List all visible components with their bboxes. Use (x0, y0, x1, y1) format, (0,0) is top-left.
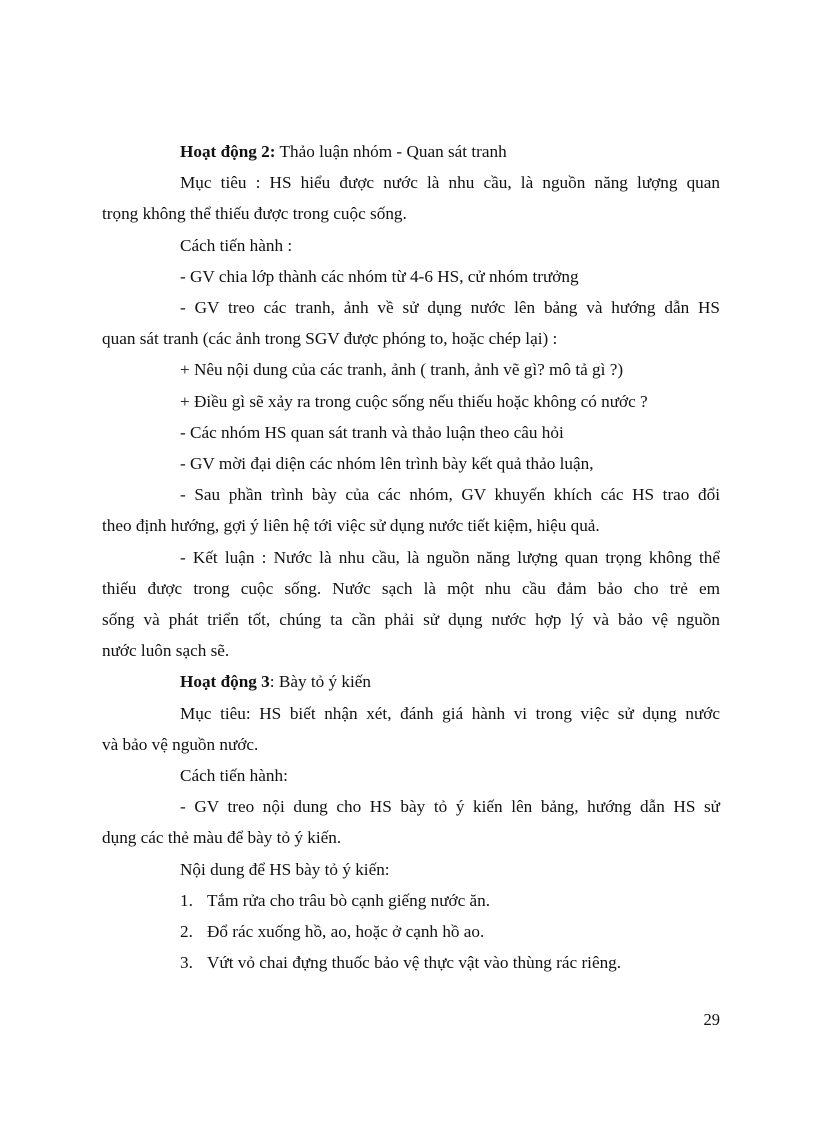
activity2-step4: - GV mời đại diện các nhóm lên trình bày kết quả thảo luận, (180, 454, 594, 474)
activity2-goal-line2: trọng không thể thiếu được trong cuộc sống. (102, 204, 407, 224)
activity2-step3: - Các nhóm HS quan sát tranh và thảo luận theo câu hỏi (180, 422, 564, 442)
list-item (102, 947, 720, 978)
activity3-title: : Bày tỏ ý kiến (269, 672, 371, 692)
activity2-step5-line1: - Sau phần trình bày của các nhóm, GV khuyến khích các HS trao đổi (180, 485, 720, 505)
page-content (102, 136, 720, 978)
activity2-conclusion-line4: nước luôn sạch sẽ. (102, 641, 230, 661)
activity2-goal-line1: Mục tiêu : HS hiểu được nước là nhu cầu, là nguồn năng lượng quan (180, 173, 720, 193)
list-item (102, 885, 720, 916)
list-item-number: 2. (180, 922, 193, 942)
activity3-content-intro: Nội dung để HS bày tỏ ý kiến: (180, 859, 390, 879)
activity2-conclusion-line3: sống và phát triển tốt, chúng ta cần phải sử dụng nước hợp lý và bảo vệ nguồn (102, 610, 720, 630)
list-item-text: Tắm rửa cho trâu bò cạnh giếng nước ăn. (207, 890, 491, 910)
list-item-text: Đổ rác xuống hồ, ao, hoặc ở cạnh hồ ao. (207, 922, 485, 942)
activity3-step1-line1: - GV treo nội dung cho HS bày tỏ ý kiến lên bảng, hướng dẫn HS sử (180, 797, 720, 817)
activity3-step1-line2: dụng các thẻ màu để bày tỏ ý kiến. (102, 828, 342, 848)
activity3-goal-line1: Mục tiêu: HS biết nhận xét, đánh giá hành vi trong việc sử dụng nước (180, 703, 720, 723)
list-item-text: Vứt vỏ chai đựng thuốc bảo vệ thực vật vào thùng rác riêng. (207, 953, 622, 973)
list-item-number: 3. (180, 953, 193, 973)
list-item (102, 916, 720, 947)
page-number: 29 (703, 1010, 720, 1029)
activity3-goal-line2: và bảo vệ nguồn nước. (102, 734, 259, 754)
activity3-label: Hoạt động 3 (180, 672, 270, 692)
activity2-method: Cách tiến hành : (180, 235, 293, 255)
opinion-list (102, 885, 720, 979)
activity2-step1: - GV chia lớp thành các nhóm từ 4-6 HS, cử nhóm trưởng (180, 266, 579, 286)
activity3-method: Cách tiến hành: (180, 766, 288, 786)
activity2-question2: + Điều gì sẽ xảy ra trong cuộc sống nếu thiếu hoặc không có nước ? (180, 391, 648, 411)
activity2-title: Thảo luận nhóm - Quan sát tranh (275, 142, 507, 161)
activity3-heading (102, 666, 720, 697)
activity2-question1: + Nêu nội dung của các tranh, ảnh ( tranh, ảnh vẽ gì? mô tả gì ?) (180, 360, 624, 380)
activity2-conclusion-line1: - Kết luận : Nước là nhu cầu, là nguồn năng lượng quan trọng không thể (180, 547, 720, 567)
list-item-number: 1. (180, 890, 193, 910)
activity2-heading (102, 136, 720, 167)
activity2-step5-line2: theo định hướng, gợi ý liên hệ tới việc sử dụng nước tiết kiệm, hiệu quả. (102, 516, 600, 536)
activity2-step2-line2: quan sát tranh (các ảnh trong SGV được phóng to, hoặc chép lại) : (102, 329, 558, 349)
activity2-conclusion-line2: thiếu được trong cuộc sống. Nước sạch là một nhu cầu đảm bảo cho trẻ em (102, 578, 720, 598)
activity2-label: Hoạt động 2: (180, 142, 276, 161)
activity2-step2-line1: - GV treo các tranh, ảnh về sử dụng nước lên bảng và hướng dẫn HS (180, 298, 720, 318)
